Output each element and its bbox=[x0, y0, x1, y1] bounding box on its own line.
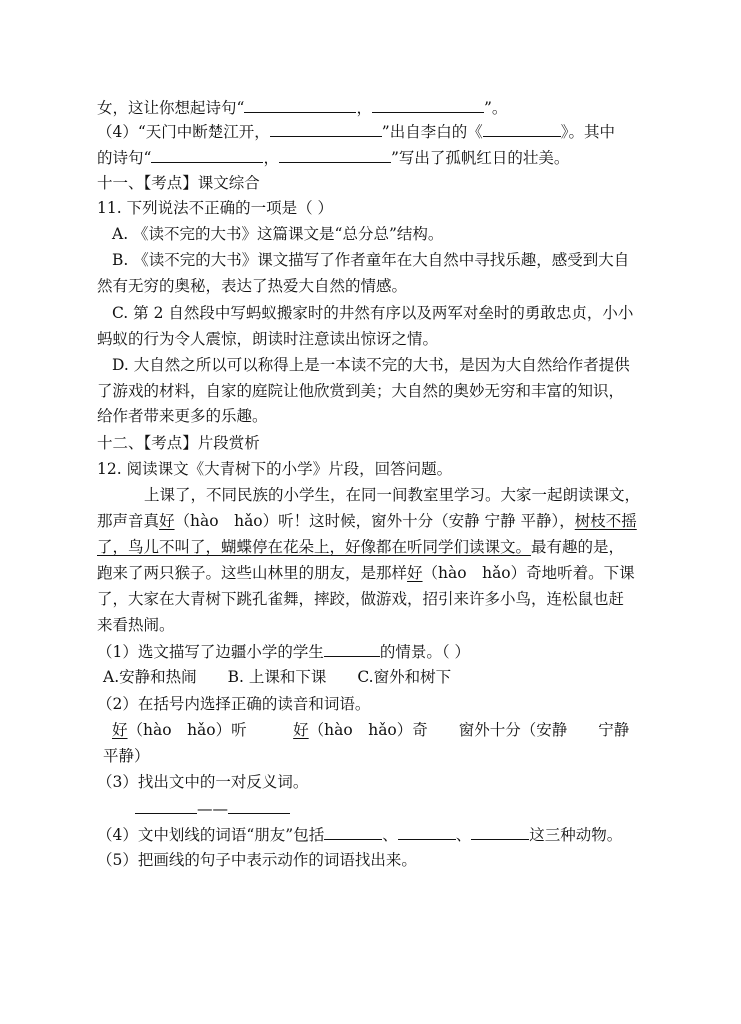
passage-line-4 bbox=[97, 562, 635, 584]
text: ”出自李白的《 bbox=[381, 123, 483, 141]
text: 的情景。（ ） bbox=[379, 643, 471, 661]
answer-blank[interactable] bbox=[398, 823, 456, 840]
answer-blank[interactable] bbox=[324, 640, 380, 657]
sub-question-4 bbox=[97, 823, 622, 845]
underlined-sentence: 了，鸟儿不叫了，蝴蝶停在花朵上，好像都在听同学们读课文。 bbox=[97, 538, 532, 556]
passage-line-1: 上课了，不同民族的小学生，在同一间教室里学习。大家一起朗读课文， bbox=[144, 486, 641, 504]
text: ， bbox=[263, 149, 279, 167]
text: 那声音真 bbox=[97, 512, 160, 530]
option-a[interactable]: A. 《读不完的大书》这篇课文是“总分总”结构。 bbox=[112, 225, 444, 243]
question-12: 12. 阅读课文《大青树下的小学》片段，回答问题。 bbox=[97, 460, 453, 478]
answer-blank[interactable] bbox=[244, 96, 356, 113]
text[interactable]: （hào hǎo）听 bbox=[127, 721, 294, 739]
text: 最有趣的是， bbox=[531, 538, 625, 556]
answer-blank[interactable] bbox=[270, 120, 382, 137]
option-c-line-2: 蚂蚁的行为令人震惊，朗读时注意读出惊讶之情。 bbox=[97, 330, 439, 348]
question-11: 11. 下列说法不正确的一项是（ ） bbox=[97, 199, 334, 217]
answer-blank[interactable] bbox=[151, 146, 263, 163]
text: （4）“天门中断楚江开， bbox=[97, 123, 270, 141]
sub-question-1 bbox=[97, 640, 470, 662]
q10-line-3 bbox=[97, 146, 569, 168]
section-11-heading: 十一、【考点】课文综合 bbox=[97, 174, 260, 192]
sub-question-3: （3）找出文中的一对反义词。 bbox=[97, 773, 309, 791]
answer-blank[interactable] bbox=[372, 96, 484, 113]
answer-blank[interactable] bbox=[279, 146, 391, 163]
text: 跑来了两只猴子。这些山林里的朋友，是那样 bbox=[97, 564, 408, 582]
option-b-line-2: 然有无穷的奥秘，表达了热爱大自然的情感。 bbox=[97, 277, 408, 295]
answer-blank[interactable] bbox=[228, 797, 290, 814]
q10-line-2 bbox=[97, 120, 615, 142]
option-b-line-1[interactable]: B. 《读不完的大书》课文描写了作者童年在大自然中寻找乐趣，感受到大自 bbox=[112, 251, 630, 269]
option-d-line-1[interactable]: D. 大自然之所以可以称得上是一本读不完的大书，是因为大自然给作者提供 bbox=[112, 356, 630, 374]
underlined-char: 好 bbox=[293, 721, 309, 739]
underlined-sentence: 树枝不摇 bbox=[574, 512, 637, 530]
option-d-line-2: 了游戏的材料，自家的庭院让他欣赏到美；大自然的奥妙无穷和丰富的知识， bbox=[97, 382, 625, 400]
text: 的诗句“ bbox=[97, 149, 152, 167]
text: （1）选文描写了边疆小学的学生 bbox=[97, 643, 324, 661]
answer-blank[interactable] bbox=[135, 797, 197, 814]
text: 、 bbox=[455, 826, 472, 844]
sub-question-5: （5）把画线的句子中表示动作的词语找出来。 bbox=[97, 851, 417, 869]
passage-line-3 bbox=[97, 536, 624, 558]
answer-blank[interactable] bbox=[324, 823, 382, 840]
text: 这三种动物。 bbox=[529, 826, 623, 844]
text: ”写出了孤帆红日的壮美。 bbox=[390, 149, 570, 167]
text: （4）文中划线的词语“朋友”包括 bbox=[97, 826, 325, 844]
answer-blank[interactable] bbox=[471, 823, 529, 840]
option-c-line-1[interactable]: C. 第 2 自然段中写蚂蚁搬家时的井然有序以及两军对垒时的勇敢忠贞，小小 bbox=[112, 304, 634, 322]
dash: —— bbox=[197, 800, 228, 818]
option-d-line-3: 给作者带来更多的乐趣。 bbox=[97, 407, 268, 425]
text: 女，这让你想起诗句“ bbox=[97, 99, 245, 117]
underlined-char: 好 bbox=[159, 512, 175, 530]
underlined-char: 好 bbox=[112, 721, 128, 739]
text: （hào hǎo）听！这时候，窗外十分（安静 宁静 平静）， bbox=[174, 512, 575, 530]
text: ”。 bbox=[483, 99, 508, 117]
section-12-heading: 十二、【考点】片段赏析 bbox=[97, 434, 260, 452]
text[interactable]: （hào hǎo）奇 窗外十分（安静 宁静 bbox=[308, 721, 630, 739]
text: （hào hǎo）奇地听着。下课 bbox=[422, 564, 635, 582]
text: 》。其中 bbox=[560, 123, 615, 141]
q10-line-1 bbox=[97, 96, 507, 118]
text: ， bbox=[356, 99, 372, 117]
passage-line-2 bbox=[97, 510, 637, 532]
antonym-blanks bbox=[135, 797, 290, 819]
sub-question-2: （2）在括号内选择正确的读音和词语。 bbox=[97, 695, 371, 713]
text: 、 bbox=[382, 826, 398, 844]
underlined-char: 好 bbox=[407, 564, 423, 582]
answer-blank[interactable] bbox=[483, 120, 561, 137]
passage-line-5: 了，大家在大青树下跳孔雀舞，摔跤，做游戏，招引来许多小鸟，连松鼠也赶 bbox=[97, 590, 625, 608]
sub-question-2-choices-cont[interactable]: 平静） bbox=[103, 747, 150, 765]
passage-line-6: 来看热闹。 bbox=[97, 616, 175, 634]
sub-question-1-options[interactable]: A.安静和热闹 B. 上课和下课 C.窗外和树下 bbox=[103, 668, 452, 686]
sub-question-2-choices bbox=[112, 719, 629, 741]
